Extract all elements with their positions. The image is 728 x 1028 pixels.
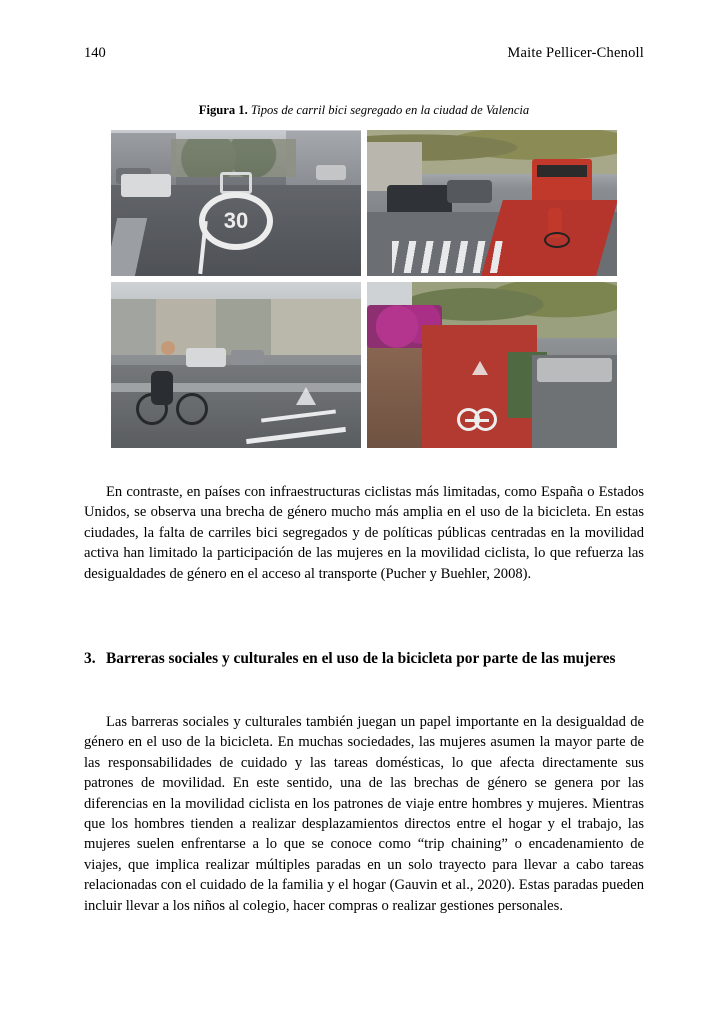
car-grey [447,180,492,203]
parked-car [121,174,171,197]
bicycle-wheel [176,393,208,425]
road-arrow-marking [472,361,488,375]
crosswalk-markings [392,241,507,273]
figure-caption-text: Tipos de carril bici segregado en la ciudad de Valencia [250,103,530,117]
speed-limit-30-marking: 30 [199,192,273,250]
figure-image-grid [111,130,617,448]
paragraph-contraste-container [84,482,644,584]
section-heading [84,645,644,673]
parked-car [316,165,346,180]
bicycle-pavement-symbol [457,409,497,431]
building-left [367,142,422,192]
road-arrow-marking [296,387,316,405]
car-white [186,348,226,366]
photo-red-lane-cyclist-bus [367,130,617,276]
photo-red-lane-bougainvillea [367,282,617,448]
page-number: 140 [84,45,106,61]
body-paragraph-2: Las barreras sociales y culturales también juegan un papel importante en la desigualdad de género en el uso de la bicicleta. En muchas sociedades, las mujeres asumen la mayor parte de las responsabilidades de cuidado y las tareas domésticas, lo que afecta directamente sus patrones de movilidad. En este sentido, una de las brechas de género se genera por las diferencias en la movilidad ciclista en los patrones de viaje entre hombres y mujeres. Mientras que los hombres tienden a realizar desplazamientos directos entre el hogar y el trabajo, las mujeres suelen enfrentarse a lo que se conoce como “trip chaining” o encadenamiento de viajes, que implica realizar múltiples paradas en un solo trayecto para llevar a cabo tareas relacionadas con el cuidado de la familia y el hogar (Gauvin et al., 2020). Estas paradas pueden incluir llevar a los niños al colegio, hacer compras o realizar gestiones personales. [84,714,644,914]
sidewalk-kerb [111,383,361,391]
tree-row [171,139,296,177]
photo-cyclist-on-street [111,282,361,448]
figure-block [84,103,644,448]
car-dark [387,185,452,214]
section-number: 3. [84,650,96,667]
figure-caption-label: Figura 1. [198,103,248,117]
cyclist-figure [151,371,173,405]
figure-caption [84,103,644,118]
building-right [286,131,361,192]
section-title: Barreras sociales y culturales en el uso de la bicicleta por parte de las mujeres [106,650,616,667]
photo-street-30-zone [111,130,361,276]
car-grey [231,350,264,365]
red-bus [532,159,592,203]
parked-cars [537,358,612,381]
body-paragraph-1: En contraste, en países con infraestructuras ciclistas más limitadas, como España o Estados Unidos, se observa una brecha de género mucho más amplia en el uso de la bicicleta. En estas ciudades, la falta de carriles bici segregados y de políticas públicas centradas en la movilidad activa han limitado la participación de las mujeres en la movilidad ciclista, lo que refuerza las desigualdades de género en el acceso al transporte (Pucher y Buehler, 2008). [84,484,644,582]
bicycle-frame-bar [465,419,489,422]
cyclist-head [161,341,175,355]
running-title: Maite Pellicer-Chenoll [507,45,644,61]
cyclist-figure [548,208,562,238]
building-row [111,299,361,355]
running-head [84,45,644,65]
paragraph-barreras-container [84,712,644,916]
